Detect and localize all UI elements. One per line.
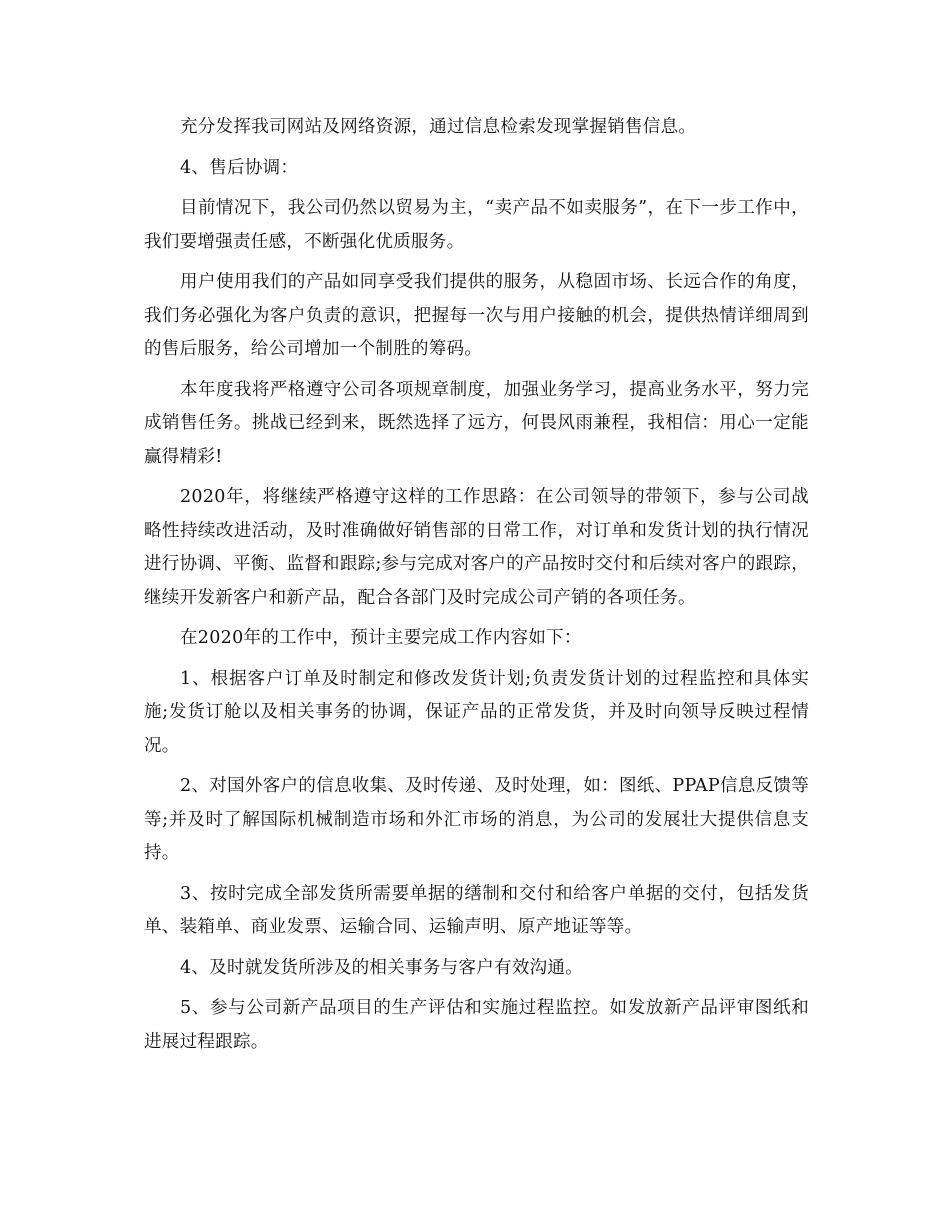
paragraph-1: 充分发挥我司网站及网络资源，通过信息检索发现掌握销售信息。 — [180, 117, 697, 137]
paragraph-7: 在2020年的工作中，预计主要完成工作内容如下： — [180, 628, 582, 648]
document-body — [144, 111, 809, 1066]
paragraph-2: 4、售后协调： — [180, 157, 299, 178]
paragraph-12: 5、参与公司新产品项目的生产评估和实施过程监控。如发放新产品评审图纸和进展过程跟踪。 — [144, 998, 809, 1052]
paragraph-11: 4、及时就发货所涉及的相关事务与客户有效沟通。 — [180, 957, 584, 978]
paragraph-6: 2020年，将继续严格遵守这样的工作思路：在公司领导的带领下，参与公司战略性持续改进活动，及时准确做好销售部的日常工作，对订单和发货计划的执行情况进行协调、平衡、监督和跟踪;参与完成对客户的产品按时交付和后续对客户的跟踪，继续开发新客户和新产品，配合各部门及时完成公司产销的各项任务。 — [144, 487, 809, 608]
paragraph-9: 2、对国外客户的信息收集、及时传递、及时处理，如：图纸、PPAP信息反馈等等;并及时了解国际机械制造市场和外汇市场的消息，为公司的发展壮大提供信息支持。 — [144, 776, 809, 863]
paragraph-5: 本年度我将严格遵守公司各项规章制度，加强业务学习，提高业务水平，努力完成销售任务。挑战已经到来，既然选择了远方，何畏风雨兼程，我相信：用心一定能赢得精彩! — [144, 379, 809, 467]
paragraph-10: 3、按时完成全部发货所需要单据的缮制和交付和给客户单据的交付，包括发货单、装箱单、商业发票、运输合同、运输声明、原产地证等等。 — [144, 883, 809, 937]
paragraph-4: 用户使用我们的产品如同享受我们提供的服务，从稳固市场、长远合作的角度，我们务必强化为客户负责的意识，把握每一次与用户接触的机会，提供热情详细周到的售后服务，给公司增加一个制胜的筹码。 — [144, 272, 809, 359]
paragraph-8: 1、根据客户订单及时制定和修改发货计划;负责发货计划的过程监控和具体实施;发货订舱以及相关事务的协调，保证产品的正常发货，并及时向领导反映过程情况。 — [144, 668, 809, 756]
paragraph-3: 目前情况下，我公司仍然以贸易为主，“卖产品不如卖服务”，在下一步工作中，我们要增强责任感，不断强化优质服务。 — [144, 198, 809, 252]
